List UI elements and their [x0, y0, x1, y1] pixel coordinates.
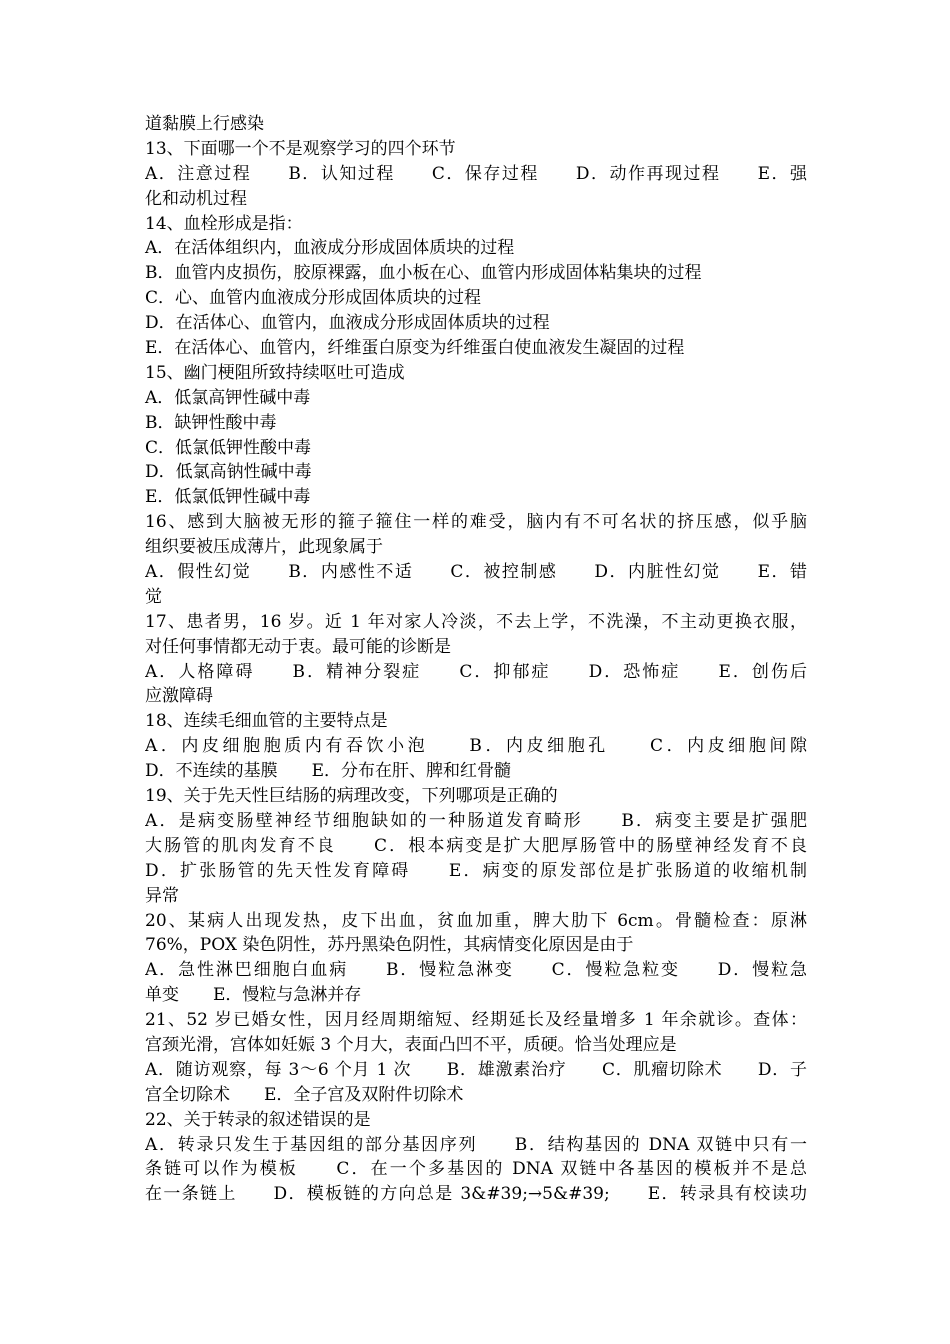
text-line: 19、关于先天性巨结肠的病理改变，下列哪项是正确的: [145, 786, 558, 807]
text-line: A．假性幻觉 B．内感性不适 C．被控制感 D．内脏性幻觉 E．错: [145, 562, 807, 583]
text-line: 76%，POX 染色阴性，苏丹黑染色阴性，其病情变化原因是由于: [145, 935, 634, 956]
text-line: 21、52 岁已婚女性，因月经周期缩短、经期延长及经量增多 1 年余就诊。查体：: [145, 1010, 807, 1031]
text-line: 在一条链上 D．模板链的方向总是 3&#39;→5&#39; E．转录具有校读功: [145, 1184, 807, 1205]
text-line: C．低氯低钾性酸中毒: [145, 437, 312, 458]
text-line: 觉: [145, 586, 162, 607]
text-line: A．人格障碍 B．精神分裂症 C．抑郁症 D．恐怖症 E．创伤后: [145, 661, 807, 682]
text-line: 16、感到大脑被无形的箍子箍住一样的难受，脑内有不可名状的挤压感，似乎脑: [145, 512, 807, 533]
text-line: 17、患者男，16 岁。近 1 年对家人冷淡，不去上学，不洗澡，不主动更换衣服，: [145, 611, 807, 632]
text-line: 异常: [145, 885, 179, 906]
text-line: 组织要被压成薄片，此现象属于: [145, 537, 383, 558]
text-line: 对任何事情都无动于衷。最可能的诊断是: [145, 636, 451, 657]
text-line: 宫颈光滑，宫体如妊娠 3 个月大，表面凸凹不平，质硬。恰当处理应是: [145, 1034, 677, 1055]
text-line: A．是病变肠壁神经节细胞缺如的一种肠道发育畸形 B．病变主要是扩强肥: [145, 810, 807, 831]
text-line: 20、某病人出现发热，皮下出血，贫血加重，脾大肋下 6cm。骨髓检查：原淋: [145, 910, 807, 931]
text-line: 道黏膜上行感染: [145, 114, 264, 134]
text-line: E．在活体心、血管内，纤维蛋白原变为纤维蛋白使血液发生凝固的过程: [145, 338, 685, 359]
text-line: 宫全切除术 E．全子宫及双附件切除术: [145, 1084, 464, 1105]
text-line: A．转录只发生于基因组的部分基因序列 B．结构基因的 DNA 双链中只有一: [145, 1134, 807, 1155]
text-line: 13、下面哪一个不是观察学习的四个环节: [145, 138, 456, 159]
text-line: A．注意过程 B．认知过程 C．保存过程 D．动作再现过程 E．强: [145, 163, 807, 184]
text-line: A．随访观察，每 3～6 个月 1 次 B．雄激素治疗 C．肌瘤切除术 D．子: [145, 1059, 807, 1080]
text-line: 单变 E．慢粒与急淋并存: [145, 985, 362, 1006]
text-line: 22、关于转录的叙述错误的是: [145, 1109, 371, 1130]
text-line: A．在活体组织内，血液成分形成固体质块的过程: [145, 238, 515, 259]
text-line: A．急性淋巴细胞白血病 B．慢粒急淋变 C．慢粒急粒变 D．慢粒急: [145, 960, 807, 981]
text-line: 14、血栓形成是指：: [145, 213, 303, 234]
text-line: D．不连续的基膜 E．分布在肝、脾和红骨髓: [145, 761, 512, 782]
text-line: B．血管内皮损伤，胶原裸露，血小板在心、血管内形成固体粘集块的过程: [145, 263, 702, 284]
text-line: D．在活体心、血管内，血液成分形成固体质块的过程: [145, 313, 550, 334]
text-line: A．低氯高钾性碱中毒: [145, 387, 311, 408]
text-line: 条链可以作为模板 C．在一个多基因的 DNA 双链中各基因的模板并不是总: [145, 1159, 807, 1180]
text-line: 化和动机过程: [145, 188, 247, 209]
text-line: 应激障碍: [145, 686, 213, 707]
document-page: [145, 112, 807, 1207]
text-line: C．心、血管内血液成分形成固体质块的过程: [145, 288, 482, 309]
text-line: A．内皮细胞胞质内有吞饮小泡 B．内皮细胞孔 C．内皮细胞间隙: [145, 736, 807, 757]
text-line: 18、连续毛细血管的主要特点是: [145, 711, 388, 732]
text-line: D．扩张肠管的先天性发育障碍 E．病变的原发部位是扩张肠道的收缩机制: [145, 860, 807, 881]
text-line: 大肠管的肌肉发育不良 C．根本病变是扩大肥厚肠管中的肠壁神经发育不良: [145, 835, 807, 856]
text-line: B．缺钾性酸中毒: [145, 412, 277, 433]
text-line: D．低氯高钠性碱中毒: [145, 462, 312, 483]
text-line: 15、幽门梗阻所致持续呕吐可造成: [145, 362, 405, 383]
text-line: E．低氯低钾性碱中毒: [145, 487, 311, 508]
